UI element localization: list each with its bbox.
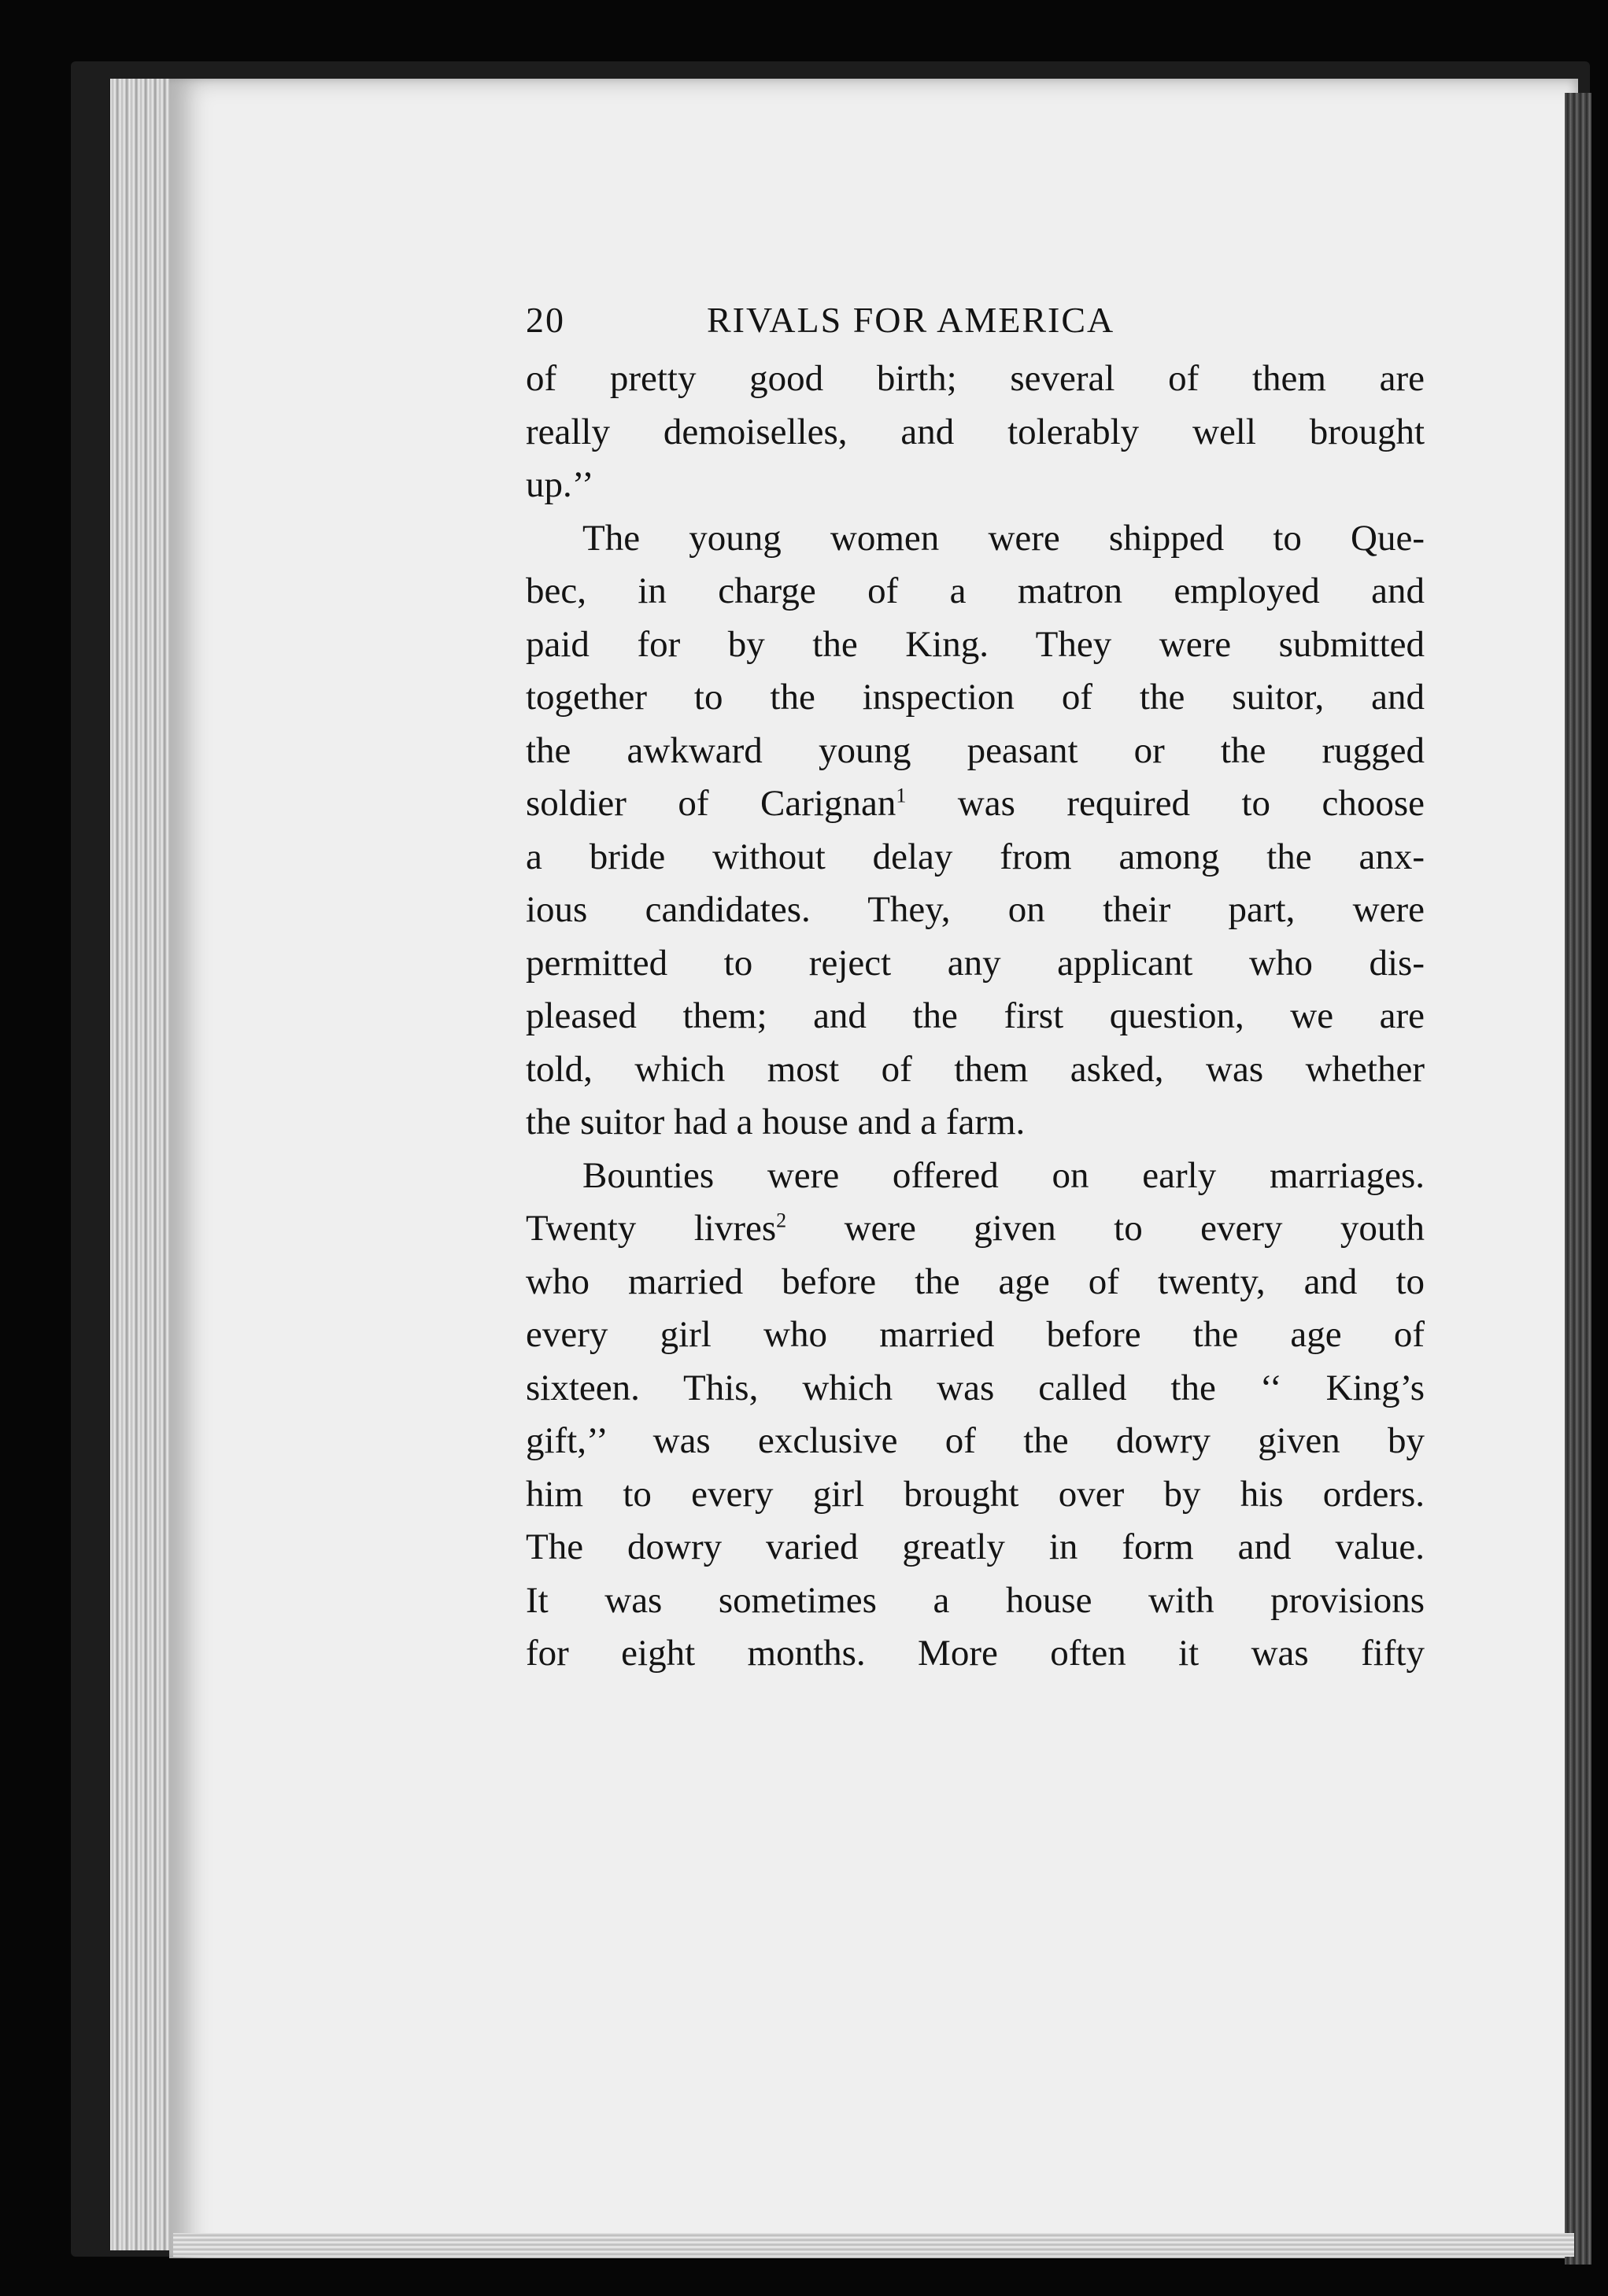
line-text: Bounties were offered on early marriages.	[582, 1154, 1425, 1196]
footnote-marker: 2	[776, 1209, 787, 1232]
line-text: It was sometimes a house with provisions	[526, 1579, 1425, 1621]
text-line	[526, 1150, 1425, 1203]
line-text: permitted to reject any applicant who dis-	[526, 942, 1425, 984]
line-text: bec, in charge of a matron employed and	[526, 570, 1425, 611]
footnote-marker: 1	[896, 784, 907, 807]
line-text: him to every girl brought over by his orders.	[526, 1473, 1425, 1515]
line-text: soldier of Carignan	[526, 783, 896, 824]
text-line	[526, 1043, 1425, 1097]
text-line	[526, 1627, 1425, 1681]
line-text: who married before the age of twenty, and to	[526, 1261, 1425, 1302]
text-line	[526, 459, 1425, 512]
text-line	[526, 937, 1425, 991]
text-line	[526, 618, 1425, 672]
line-text: ious candidates. They, on their part, were	[526, 889, 1425, 930]
text-line	[526, 353, 1425, 406]
line-text: every girl who married before the age of	[526, 1314, 1425, 1355]
text-line	[526, 671, 1425, 725]
line-text: told, which most of them asked, was whether	[526, 1048, 1425, 1090]
line-text: the suitor had a house and a farm.	[526, 1102, 1026, 1142]
running-head	[526, 299, 1425, 353]
line-text: paid for by the King. They were submitted	[526, 623, 1425, 665]
text-line	[526, 1256, 1425, 1309]
line-text: up.’’	[526, 464, 594, 505]
text-line	[526, 990, 1425, 1043]
line-text: pleased them; and the first question, we are	[526, 995, 1425, 1036]
text-line	[526, 1096, 1425, 1150]
text-line	[526, 1521, 1425, 1574]
line-text: really demoiselles, and tolerably well brought	[526, 411, 1425, 452]
book-right-edge	[1565, 93, 1591, 2265]
line-text: The young women were shipped to Que-	[582, 517, 1425, 559]
text-line	[526, 831, 1425, 884]
text-line	[526, 884, 1425, 937]
line-text: together to the inspection of the suitor, and	[526, 677, 1425, 718]
line-text: Twenty livres	[526, 1208, 777, 1249]
text-line	[526, 406, 1425, 460]
line-text: of pretty good birth; several of them are	[526, 358, 1425, 399]
text-line	[526, 725, 1425, 778]
text-line	[526, 1309, 1425, 1362]
page-text	[526, 299, 1425, 1681]
line-text: the awkward young peasant or the rugged	[526, 729, 1425, 771]
line-text: gift,’’ was exclusive of the dowry given by	[526, 1420, 1425, 1461]
text-line	[526, 565, 1425, 618]
line-text: The dowry varied greatly in form and value.	[526, 1526, 1425, 1567]
line-text: for eight months. More often it was fifty	[526, 1633, 1425, 1674]
text-line	[526, 1574, 1425, 1628]
running-title: RIVALS FOR AMERICA	[707, 300, 1115, 340]
page-bottom-edge	[173, 2233, 1574, 2257]
page-number: 20	[526, 300, 565, 340]
text-line	[526, 1202, 1425, 1256]
body-text	[526, 353, 1425, 1681]
text-line	[526, 1468, 1425, 1522]
text-line	[526, 777, 1425, 831]
line-text-rest: were given to every youth	[786, 1208, 1425, 1249]
line-text: a bride without delay from among the anx-	[526, 836, 1425, 877]
text-line	[526, 512, 1425, 566]
line-text-rest: was required to choose	[906, 783, 1425, 824]
text-line	[526, 1415, 1425, 1468]
line-text: sixteen. This, which was called the ‘‘ King’s	[526, 1367, 1425, 1408]
text-line	[526, 1362, 1425, 1416]
